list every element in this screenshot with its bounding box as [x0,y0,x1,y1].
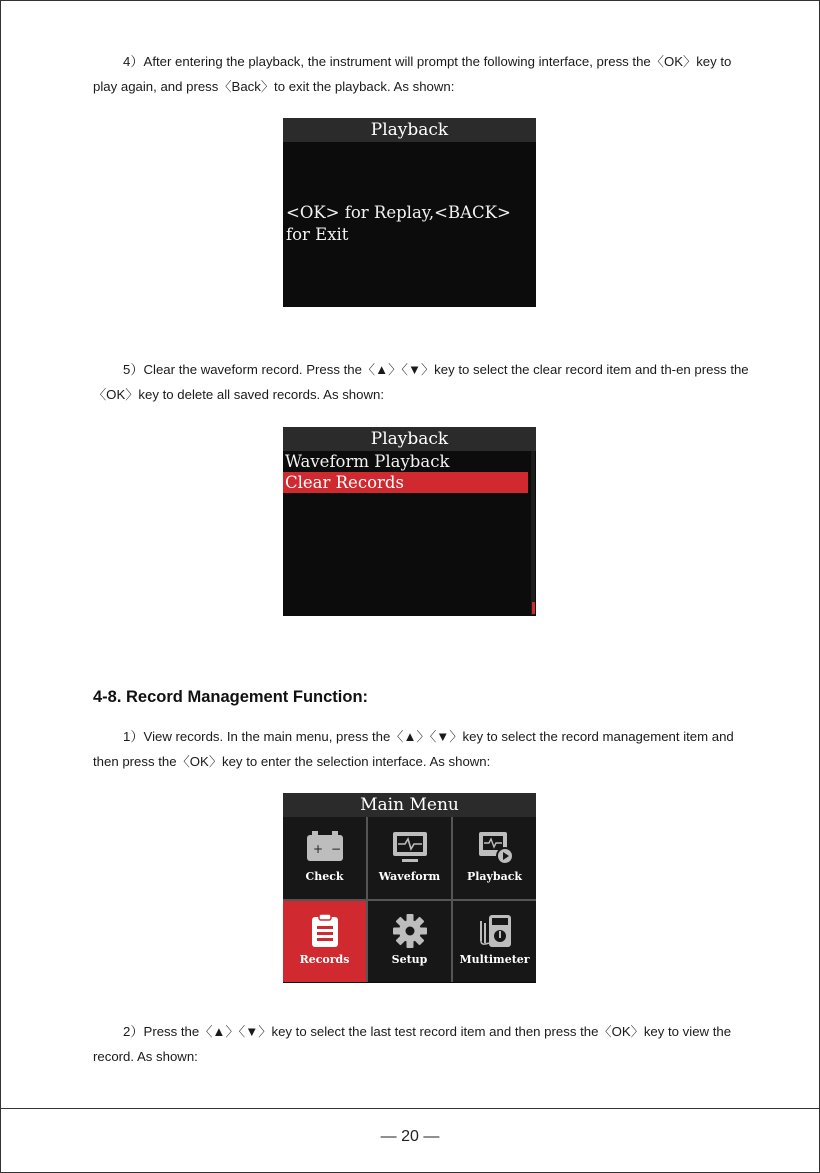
tile-label: Records [299,953,350,966]
clipboard-list-icon [305,913,345,949]
monitor-waveform-icon [390,829,430,865]
screen-title: Main Menu [283,793,536,817]
tile-check[interactable] [283,817,366,899]
playback-replay-screen [283,118,536,307]
menu-item-clear-records[interactable]: Clear Records [283,472,528,493]
section-heading: 4-8. Record Management Function: [93,688,369,706]
svg-text:+: + [312,842,323,856]
menu-item-waveform-playback[interactable]: Waveform Playback [285,452,450,471]
paragraph-step-1 [93,724,753,774]
scrollbar-track [531,451,535,615]
tile-waveform[interactable] [368,817,451,899]
gear-icon [390,913,430,949]
playback-menu-screen [283,427,536,616]
scrollbar-thumb [532,602,535,614]
paragraph-step-5 [93,357,753,407]
tile-setup[interactable] [368,901,451,983]
screen-title: Playback [283,118,536,142]
main-menu-grid [283,817,536,982]
tile-label: Check [305,869,344,883]
footer-divider [0,1108,820,1109]
step-2-text: 2）Press the〈▲〉〈▼〉key to select the last test record item and then press the〈OK〉key to view the record. As shown: [93,1024,732,1064]
tile-label: Setup [391,953,428,966]
svg-text:−: − [330,842,341,856]
tile-multimeter[interactable] [453,901,536,983]
page-number: — 20 — [380,1128,440,1145]
step-1-text: 1）View records. In the main menu, press the〈▲〉〈▼〉key to select the record management item and then press the〈OK〉key to enter the selection interface. As shown: [93,729,734,769]
main-menu-screen [283,793,536,983]
paragraph-step-4 [93,49,753,99]
tile-label: Multimeter [459,953,530,966]
battery-icon [305,829,345,865]
step-5-text: 5）Clear the waveform record. Press the〈▲〉〈▼〉key to select the clear record item and th-en press the〈OK〉key to delete all saved records. As shown: [93,362,749,402]
playback-icon [475,829,515,865]
replay-prompt-message: <OK> for Replay,<BACK> for Exit [286,203,517,244]
tile-records[interactable] [283,901,366,983]
paragraph-step-2 [93,1019,753,1069]
screen-title: Playback [283,427,536,451]
tile-playback[interactable] [453,817,536,899]
step-4-text: 4）After entering the playback, the instrument will prompt the following interface, press the〈OK〉key to play again, and press〈Back〉to exit the playback. As shown: [93,54,732,94]
multimeter-icon [475,913,515,949]
tile-label: Playback [466,869,523,883]
tile-label: Waveform [378,869,441,883]
